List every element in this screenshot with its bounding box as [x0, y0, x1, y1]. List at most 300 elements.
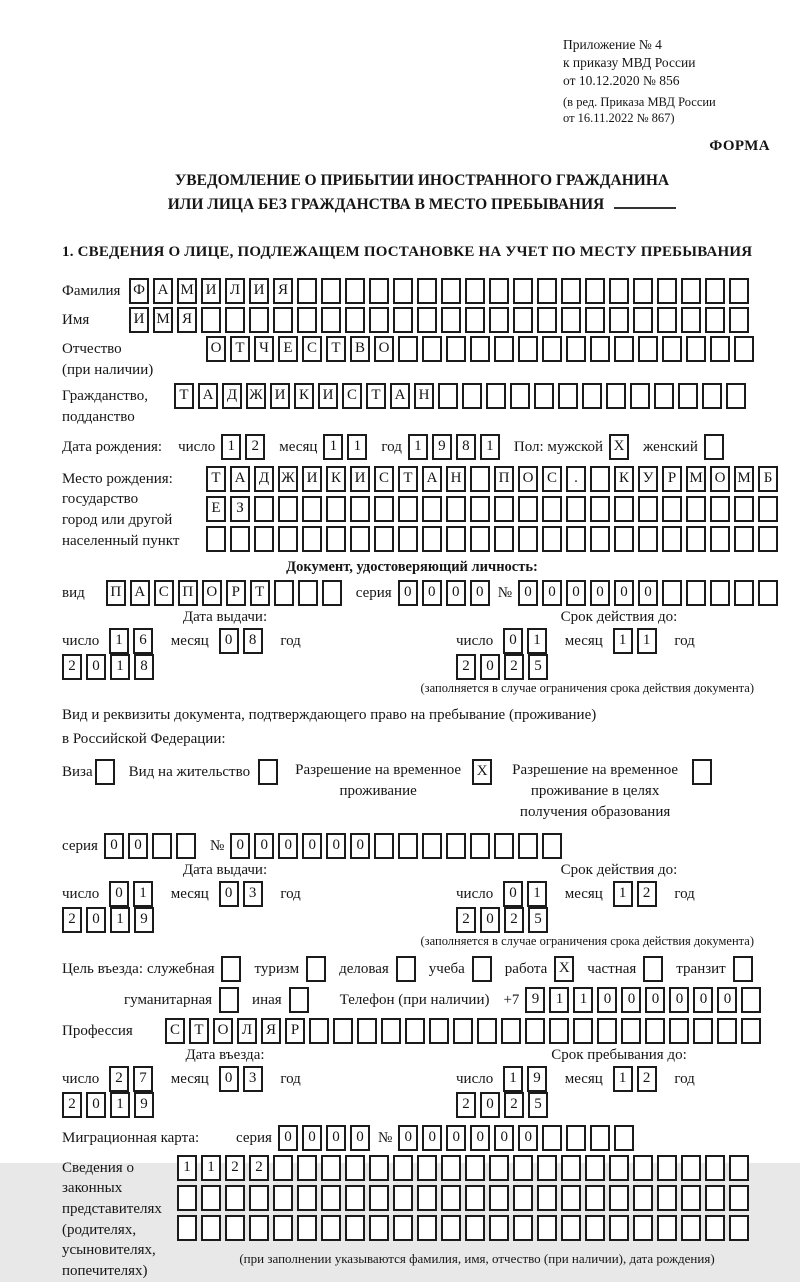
char-cell[interactable]	[446, 496, 466, 522]
char-cell[interactable]: 0	[717, 987, 737, 1013]
char-cell[interactable]	[422, 336, 442, 362]
char-cell[interactable]	[422, 526, 442, 552]
char-cell[interactable]: Ф	[129, 278, 149, 304]
char-cell[interactable]	[249, 1215, 269, 1241]
char-cell[interactable]: И	[318, 383, 338, 409]
char-cell[interactable]: К	[326, 466, 346, 492]
char-cell[interactable]: 5	[528, 907, 548, 933]
char-cell[interactable]: А	[230, 466, 250, 492]
char-cell[interactable]	[609, 1185, 629, 1211]
char-cell[interactable]	[258, 759, 278, 785]
char-cell[interactable]: 0	[590, 580, 610, 606]
char-cell[interactable]	[472, 956, 492, 982]
char-cell[interactable]	[614, 1125, 634, 1151]
char-cell[interactable]	[278, 496, 298, 522]
char-cell[interactable]	[614, 496, 634, 522]
char-cell[interactable]	[561, 1185, 581, 1211]
char-cell[interactable]	[206, 526, 226, 552]
char-cell[interactable]: О	[374, 336, 394, 362]
char-cell[interactable]: 0	[104, 833, 124, 859]
char-cell[interactable]: 0	[350, 833, 370, 859]
char-cell[interactable]	[662, 336, 682, 362]
char-cell[interactable]	[494, 336, 514, 362]
char-cell[interactable]	[441, 1215, 461, 1241]
char-cell[interactable]	[470, 466, 490, 492]
char-cell[interactable]: 0	[422, 580, 442, 606]
char-cell[interactable]	[513, 278, 533, 304]
char-cell[interactable]	[537, 1185, 557, 1211]
char-cell[interactable]	[477, 1018, 497, 1044]
char-cell[interactable]	[321, 1215, 341, 1241]
char-cell[interactable]	[369, 1185, 389, 1211]
char-cell[interactable]: М	[153, 307, 173, 333]
char-cell[interactable]	[417, 278, 437, 304]
char-cell[interactable]	[489, 1185, 509, 1211]
char-cell[interactable]	[489, 1215, 509, 1241]
char-cell[interactable]: О	[518, 466, 538, 492]
char-cell[interactable]	[465, 307, 485, 333]
char-cell[interactable]	[446, 336, 466, 362]
char-cell[interactable]	[374, 526, 394, 552]
char-cell[interactable]: И	[350, 466, 370, 492]
char-cell[interactable]	[729, 1185, 749, 1211]
char-cell[interactable]	[201, 1215, 221, 1241]
char-cell[interactable]	[710, 336, 730, 362]
char-cell[interactable]	[297, 1185, 317, 1211]
char-cell[interactable]	[513, 1185, 533, 1211]
char-cell[interactable]: 0	[470, 580, 490, 606]
char-cell[interactable]: 0	[638, 580, 658, 606]
char-cell[interactable]	[654, 383, 674, 409]
char-cell[interactable]	[369, 1215, 389, 1241]
char-cell[interactable]	[350, 496, 370, 522]
char-cell[interactable]: 0	[480, 654, 500, 680]
char-cell[interactable]	[309, 1018, 329, 1044]
char-cell[interactable]	[681, 1185, 701, 1211]
char-cell[interactable]: З	[230, 496, 250, 522]
char-cell[interactable]	[513, 307, 533, 333]
char-cell[interactable]: Р	[285, 1018, 305, 1044]
char-cell[interactable]: Т	[366, 383, 386, 409]
char-cell[interactable]: 0	[645, 987, 665, 1013]
char-cell[interactable]	[702, 383, 722, 409]
char-cell[interactable]	[429, 1018, 449, 1044]
char-cell[interactable]: 0	[693, 987, 713, 1013]
char-cell[interactable]	[693, 1018, 713, 1044]
char-cell[interactable]	[717, 1018, 737, 1044]
char-cell[interactable]: 0	[480, 1092, 500, 1118]
char-cell[interactable]	[393, 1155, 413, 1181]
char-cell[interactable]	[582, 383, 602, 409]
char-cell[interactable]: Т	[189, 1018, 209, 1044]
char-cell[interactable]: 0	[566, 580, 586, 606]
char-cell[interactable]	[657, 278, 677, 304]
char-cell[interactable]: С	[302, 336, 322, 362]
char-cell[interactable]	[494, 526, 514, 552]
char-cell[interactable]: X	[472, 759, 492, 785]
char-cell[interactable]	[462, 383, 482, 409]
char-cell[interactable]	[95, 759, 115, 785]
char-cell[interactable]	[609, 1155, 629, 1181]
char-cell[interactable]	[470, 336, 490, 362]
char-cell[interactable]: 1	[527, 628, 547, 654]
char-cell[interactable]: 0	[446, 1125, 466, 1151]
char-cell[interactable]	[422, 496, 442, 522]
char-cell[interactable]	[513, 1215, 533, 1241]
char-cell[interactable]: К	[614, 466, 634, 492]
char-cell[interactable]: А	[153, 278, 173, 304]
char-cell[interactable]: Т	[326, 336, 346, 362]
char-cell[interactable]: Ж	[278, 466, 298, 492]
char-cell[interactable]	[302, 496, 322, 522]
char-cell[interactable]	[633, 1155, 653, 1181]
char-cell[interactable]	[289, 987, 309, 1013]
char-cell[interactable]	[525, 1018, 545, 1044]
char-cell[interactable]: 1	[527, 881, 547, 907]
char-cell[interactable]: Р	[662, 466, 682, 492]
char-cell[interactable]: Т	[230, 336, 250, 362]
char-cell[interactable]	[393, 1185, 413, 1211]
char-cell[interactable]: 0	[669, 987, 689, 1013]
char-cell[interactable]: 1	[347, 434, 367, 460]
char-cell[interactable]	[710, 526, 730, 552]
char-cell[interactable]: 2	[504, 1092, 524, 1118]
char-cell[interactable]	[733, 956, 753, 982]
char-cell[interactable]	[219, 987, 239, 1013]
char-cell[interactable]	[657, 307, 677, 333]
char-cell[interactable]	[705, 1215, 725, 1241]
char-cell[interactable]	[542, 526, 562, 552]
char-cell[interactable]: Т	[398, 466, 418, 492]
char-cell[interactable]: 0	[219, 628, 239, 654]
char-cell[interactable]	[590, 466, 610, 492]
char-cell[interactable]	[393, 278, 413, 304]
char-cell[interactable]	[585, 1155, 605, 1181]
char-cell[interactable]	[398, 496, 418, 522]
char-cell[interactable]: 1	[109, 628, 129, 654]
char-cell[interactable]: М	[734, 466, 754, 492]
char-cell[interactable]	[345, 1185, 365, 1211]
char-cell[interactable]	[369, 1155, 389, 1181]
char-cell[interactable]	[633, 278, 653, 304]
char-cell[interactable]	[322, 580, 342, 606]
char-cell[interactable]	[321, 307, 341, 333]
char-cell[interactable]: 0	[278, 833, 298, 859]
char-cell[interactable]	[230, 526, 250, 552]
char-cell[interactable]	[297, 278, 317, 304]
char-cell[interactable]: Д	[222, 383, 242, 409]
char-cell[interactable]	[614, 526, 634, 552]
char-cell[interactable]	[542, 336, 562, 362]
char-cell[interactable]	[686, 336, 706, 362]
char-cell[interactable]	[441, 1185, 461, 1211]
char-cell[interactable]: 1	[201, 1155, 221, 1181]
char-cell[interactable]	[590, 336, 610, 362]
char-cell[interactable]: 0	[542, 580, 562, 606]
char-cell[interactable]	[585, 307, 605, 333]
char-cell[interactable]	[638, 526, 658, 552]
char-cell[interactable]	[470, 526, 490, 552]
char-cell[interactable]	[446, 526, 466, 552]
char-cell[interactable]	[201, 1185, 221, 1211]
char-cell[interactable]: С	[542, 466, 562, 492]
char-cell[interactable]	[542, 1125, 562, 1151]
char-cell[interactable]: 1	[573, 987, 593, 1013]
char-cell[interactable]	[441, 278, 461, 304]
char-cell[interactable]	[537, 278, 557, 304]
char-cell[interactable]	[705, 1155, 725, 1181]
char-cell[interactable]: 0	[326, 1125, 346, 1151]
char-cell[interactable]	[609, 1215, 629, 1241]
char-cell[interactable]	[662, 496, 682, 522]
char-cell[interactable]: 2	[504, 654, 524, 680]
char-cell[interactable]: X	[609, 434, 629, 460]
char-cell[interactable]: 8	[456, 434, 476, 460]
char-cell[interactable]: 1	[133, 881, 153, 907]
char-cell[interactable]: 9	[134, 907, 154, 933]
char-cell[interactable]: 0	[350, 1125, 370, 1151]
char-cell[interactable]: 1	[323, 434, 343, 460]
char-cell[interactable]	[657, 1155, 677, 1181]
char-cell[interactable]: И	[249, 278, 269, 304]
char-cell[interactable]	[686, 526, 706, 552]
char-cell[interactable]	[681, 1215, 701, 1241]
char-cell[interactable]	[638, 496, 658, 522]
char-cell[interactable]	[758, 580, 778, 606]
char-cell[interactable]	[486, 383, 506, 409]
char-cell[interactable]	[177, 1185, 197, 1211]
char-cell[interactable]	[729, 307, 749, 333]
char-cell[interactable]	[321, 278, 341, 304]
char-cell[interactable]	[489, 278, 509, 304]
char-cell[interactable]: М	[686, 466, 706, 492]
char-cell[interactable]	[734, 580, 754, 606]
char-cell[interactable]: Н	[446, 466, 466, 492]
char-cell[interactable]	[609, 307, 629, 333]
char-cell[interactable]	[345, 278, 365, 304]
char-cell[interactable]: 0	[503, 628, 523, 654]
char-cell[interactable]: 0	[597, 987, 617, 1013]
char-cell[interactable]	[345, 307, 365, 333]
char-cell[interactable]	[357, 1018, 377, 1044]
char-cell[interactable]: 1	[613, 1066, 633, 1092]
char-cell[interactable]: 0	[278, 1125, 298, 1151]
char-cell[interactable]	[549, 1018, 569, 1044]
char-cell[interactable]	[465, 1155, 485, 1181]
char-cell[interactable]	[561, 1215, 581, 1241]
char-cell[interactable]: 0	[398, 580, 418, 606]
char-cell[interactable]: 0	[494, 1125, 514, 1151]
char-cell[interactable]	[518, 833, 538, 859]
char-cell[interactable]	[398, 526, 418, 552]
char-cell[interactable]: 1	[221, 434, 241, 460]
char-cell[interactable]: 8	[134, 654, 154, 680]
char-cell[interactable]: 9	[525, 987, 545, 1013]
char-cell[interactable]	[686, 580, 706, 606]
char-cell[interactable]	[633, 1215, 653, 1241]
char-cell[interactable]	[369, 307, 389, 333]
char-cell[interactable]: 3	[243, 1066, 263, 1092]
char-cell[interactable]	[326, 496, 346, 522]
char-cell[interactable]	[297, 1215, 317, 1241]
char-cell[interactable]: 6	[133, 628, 153, 654]
char-cell[interactable]: С	[154, 580, 174, 606]
char-cell[interactable]	[274, 580, 294, 606]
char-cell[interactable]: 0	[398, 1125, 418, 1151]
char-cell[interactable]: 0	[86, 654, 106, 680]
char-cell[interactable]	[662, 580, 682, 606]
char-cell[interactable]	[470, 833, 490, 859]
char-cell[interactable]	[417, 1215, 437, 1241]
char-cell[interactable]	[321, 1185, 341, 1211]
char-cell[interactable]	[297, 1155, 317, 1181]
char-cell[interactable]	[537, 307, 557, 333]
char-cell[interactable]: 0	[518, 580, 538, 606]
char-cell[interactable]	[513, 1155, 533, 1181]
char-cell[interactable]: Б	[758, 466, 778, 492]
char-cell[interactable]	[345, 1215, 365, 1241]
char-cell[interactable]	[681, 278, 701, 304]
char-cell[interactable]: 2	[637, 881, 657, 907]
char-cell[interactable]	[734, 336, 754, 362]
char-cell[interactable]	[561, 1155, 581, 1181]
char-cell[interactable]	[542, 833, 562, 859]
char-cell[interactable]: 0	[302, 833, 322, 859]
char-cell[interactable]: 2	[109, 1066, 129, 1092]
char-cell[interactable]: 2	[249, 1155, 269, 1181]
char-cell[interactable]	[374, 833, 394, 859]
char-cell[interactable]: 5	[528, 1092, 548, 1118]
char-cell[interactable]: 0	[86, 907, 106, 933]
char-cell[interactable]	[590, 526, 610, 552]
char-cell[interactable]	[681, 1155, 701, 1181]
char-cell[interactable]	[249, 307, 269, 333]
char-cell[interactable]	[681, 307, 701, 333]
char-cell[interactable]	[729, 1155, 749, 1181]
char-cell[interactable]	[398, 336, 418, 362]
char-cell[interactable]	[326, 526, 346, 552]
char-cell[interactable]	[542, 496, 562, 522]
char-cell[interactable]	[176, 833, 196, 859]
char-cell[interactable]	[273, 307, 293, 333]
char-cell[interactable]: 1	[110, 907, 130, 933]
char-cell[interactable]	[710, 580, 730, 606]
char-cell[interactable]: Ж	[246, 383, 266, 409]
char-cell[interactable]	[393, 1215, 413, 1241]
char-cell[interactable]	[534, 383, 554, 409]
char-cell[interactable]: К	[294, 383, 314, 409]
char-cell[interactable]	[518, 336, 538, 362]
char-cell[interactable]	[692, 759, 712, 785]
char-cell[interactable]: 1	[613, 881, 633, 907]
char-cell[interactable]	[734, 526, 754, 552]
char-cell[interactable]	[657, 1185, 677, 1211]
char-cell[interactable]	[518, 496, 538, 522]
char-cell[interactable]: 0	[128, 833, 148, 859]
char-cell[interactable]	[729, 278, 749, 304]
char-cell[interactable]: Н	[414, 383, 434, 409]
char-cell[interactable]	[417, 307, 437, 333]
char-cell[interactable]	[249, 1185, 269, 1211]
char-cell[interactable]: А	[422, 466, 442, 492]
char-cell[interactable]: X	[554, 956, 574, 982]
char-cell[interactable]	[590, 1125, 610, 1151]
char-cell[interactable]	[225, 1185, 245, 1211]
char-cell[interactable]	[573, 1018, 593, 1044]
char-cell[interactable]	[597, 1018, 617, 1044]
char-cell[interactable]	[585, 1185, 605, 1211]
char-cell[interactable]	[177, 1215, 197, 1241]
char-cell[interactable]	[558, 383, 578, 409]
char-cell[interactable]	[465, 1215, 485, 1241]
char-cell[interactable]: 0	[219, 881, 239, 907]
char-cell[interactable]: О	[206, 336, 226, 362]
char-cell[interactable]: Т	[174, 383, 194, 409]
char-cell[interactable]: 0	[326, 833, 346, 859]
char-cell[interactable]	[278, 526, 298, 552]
char-cell[interactable]: 1	[549, 987, 569, 1013]
char-cell[interactable]: 9	[527, 1066, 547, 1092]
char-cell[interactable]	[494, 833, 514, 859]
char-cell[interactable]: О	[202, 580, 222, 606]
char-cell[interactable]: 0	[109, 881, 129, 907]
char-cell[interactable]: 3	[243, 881, 263, 907]
char-cell[interactable]: 2	[637, 1066, 657, 1092]
char-cell[interactable]: .	[566, 466, 586, 492]
char-cell[interactable]: 1	[503, 1066, 523, 1092]
char-cell[interactable]	[298, 580, 318, 606]
char-cell[interactable]: С	[374, 466, 394, 492]
char-cell[interactable]	[686, 496, 706, 522]
char-cell[interactable]	[470, 496, 490, 522]
char-cell[interactable]	[374, 496, 394, 522]
char-cell[interactable]	[590, 496, 610, 522]
char-cell[interactable]	[657, 1215, 677, 1241]
char-cell[interactable]	[273, 1185, 293, 1211]
char-cell[interactable]: 1	[480, 434, 500, 460]
char-cell[interactable]	[734, 496, 754, 522]
char-cell[interactable]	[518, 526, 538, 552]
char-cell[interactable]	[561, 278, 581, 304]
char-cell[interactable]: 0	[254, 833, 274, 859]
char-cell[interactable]: Я	[273, 278, 293, 304]
char-cell[interactable]: 2	[62, 907, 82, 933]
char-cell[interactable]	[537, 1155, 557, 1181]
char-cell[interactable]: 0	[219, 1066, 239, 1092]
char-cell[interactable]	[393, 307, 413, 333]
char-cell[interactable]: А	[390, 383, 410, 409]
char-cell[interactable]	[630, 383, 650, 409]
char-cell[interactable]	[609, 278, 629, 304]
char-cell[interactable]	[643, 956, 663, 982]
char-cell[interactable]: 2	[225, 1155, 245, 1181]
char-cell[interactable]: 0	[446, 580, 466, 606]
char-cell[interactable]	[465, 1185, 485, 1211]
char-cell[interactable]	[758, 526, 778, 552]
char-cell[interactable]: П	[106, 580, 126, 606]
char-cell[interactable]: 1	[177, 1155, 197, 1181]
char-cell[interactable]	[501, 1018, 521, 1044]
char-cell[interactable]: 0	[503, 881, 523, 907]
char-cell[interactable]: 0	[480, 907, 500, 933]
char-cell[interactable]	[741, 1018, 761, 1044]
char-cell[interactable]: И	[302, 466, 322, 492]
char-cell[interactable]	[585, 1215, 605, 1241]
char-cell[interactable]	[621, 1018, 641, 1044]
char-cell[interactable]: Р	[226, 580, 246, 606]
char-cell[interactable]	[225, 307, 245, 333]
char-cell[interactable]: 0	[422, 1125, 442, 1151]
